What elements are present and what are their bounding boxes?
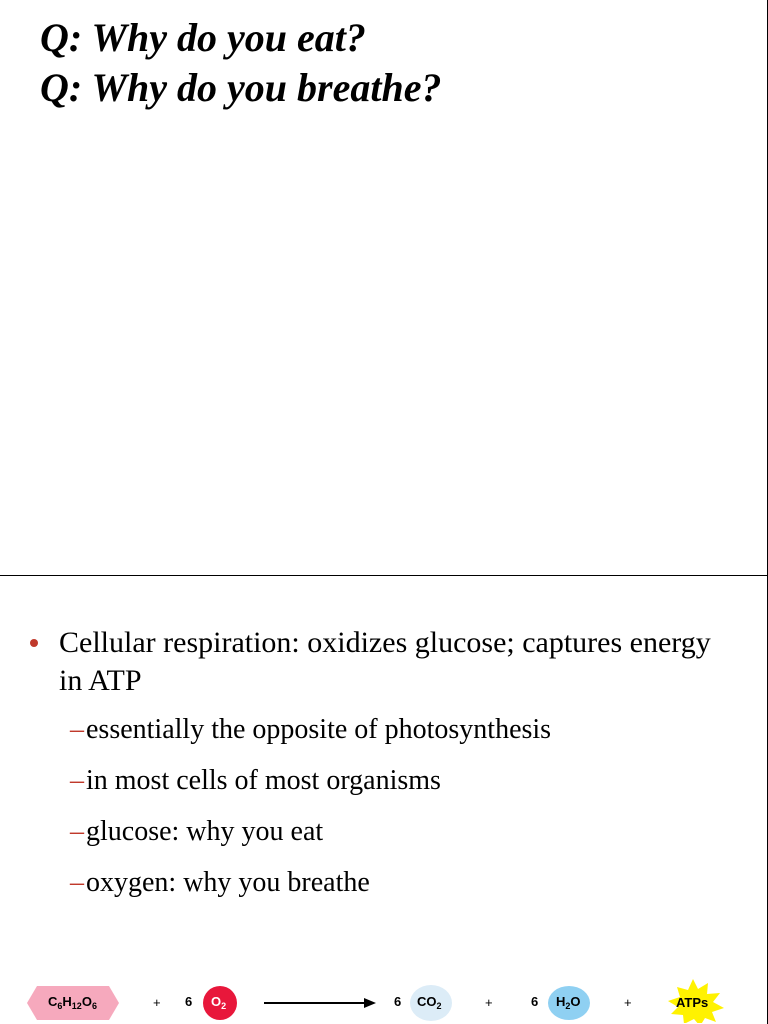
sub-bullet-list <box>70 713 750 917</box>
h2o-h-sub: 2 <box>565 1001 571 1011</box>
plus-sign: + <box>485 995 493 1010</box>
sub-bullet-item <box>70 815 750 866</box>
main-bullet-text: Cellular respiration: oxidizes glucose; captures energy in ATP <box>59 626 711 697</box>
dash-icon: – <box>70 816 84 847</box>
question-breathe: Q: Why do you breathe? <box>40 65 442 110</box>
respiration-equation <box>0 971 768 1023</box>
co2-coefficient: 6 <box>394 994 402 1009</box>
glucose-h: H <box>62 994 72 1009</box>
equation-graphics <box>0 971 768 1023</box>
h2o-o: O <box>570 994 581 1009</box>
bullet-dot-icon <box>30 639 38 647</box>
glucose-formula <box>48 994 97 1011</box>
sub-bullet-item <box>70 713 750 764</box>
h2o-coefficient: 6 <box>531 994 539 1009</box>
o2-o: O <box>211 994 222 1009</box>
h2o-h: H <box>556 994 566 1009</box>
dash-icon: – <box>70 765 84 796</box>
glucose-h-sub: 12 <box>71 1001 82 1011</box>
atp-label: ATPs <box>676 995 709 1010</box>
glucose-c: C <box>48 994 58 1009</box>
sub-bullet-text: essentially the opposite of photosynthesis <box>86 714 552 745</box>
co2-co: CO <box>417 994 437 1009</box>
h2o-formula <box>556 994 581 1011</box>
o2-formula <box>211 994 226 1011</box>
co2-o-sub: 2 <box>436 1001 442 1011</box>
glucose-o: O <box>81 994 92 1009</box>
glucose-c-sub: 6 <box>57 1001 63 1011</box>
dash-icon: – <box>70 867 84 898</box>
sub-bullet-text: oxygen: why you breathe <box>86 867 370 898</box>
co2-formula <box>417 994 442 1011</box>
slide-2 <box>0 576 768 1024</box>
sub-bullet-text: glucose: why you eat <box>86 816 324 847</box>
main-bullet <box>30 624 730 700</box>
o2-o-sub: 2 <box>221 1001 227 1011</box>
sub-bullet-text: in most cells of most organisms <box>86 765 441 796</box>
arrow-right-icon <box>364 998 376 1008</box>
sub-bullet-item <box>70 866 750 917</box>
glucose-o-sub: 6 <box>91 1001 97 1011</box>
plus-sign: + <box>624 995 632 1010</box>
sub-bullet-item <box>70 764 750 815</box>
dash-icon: – <box>70 714 84 745</box>
question-eat: Q: Why do you eat? <box>40 15 366 60</box>
o2-coefficient: 6 <box>185 994 193 1009</box>
plus-sign: + <box>153 995 161 1010</box>
